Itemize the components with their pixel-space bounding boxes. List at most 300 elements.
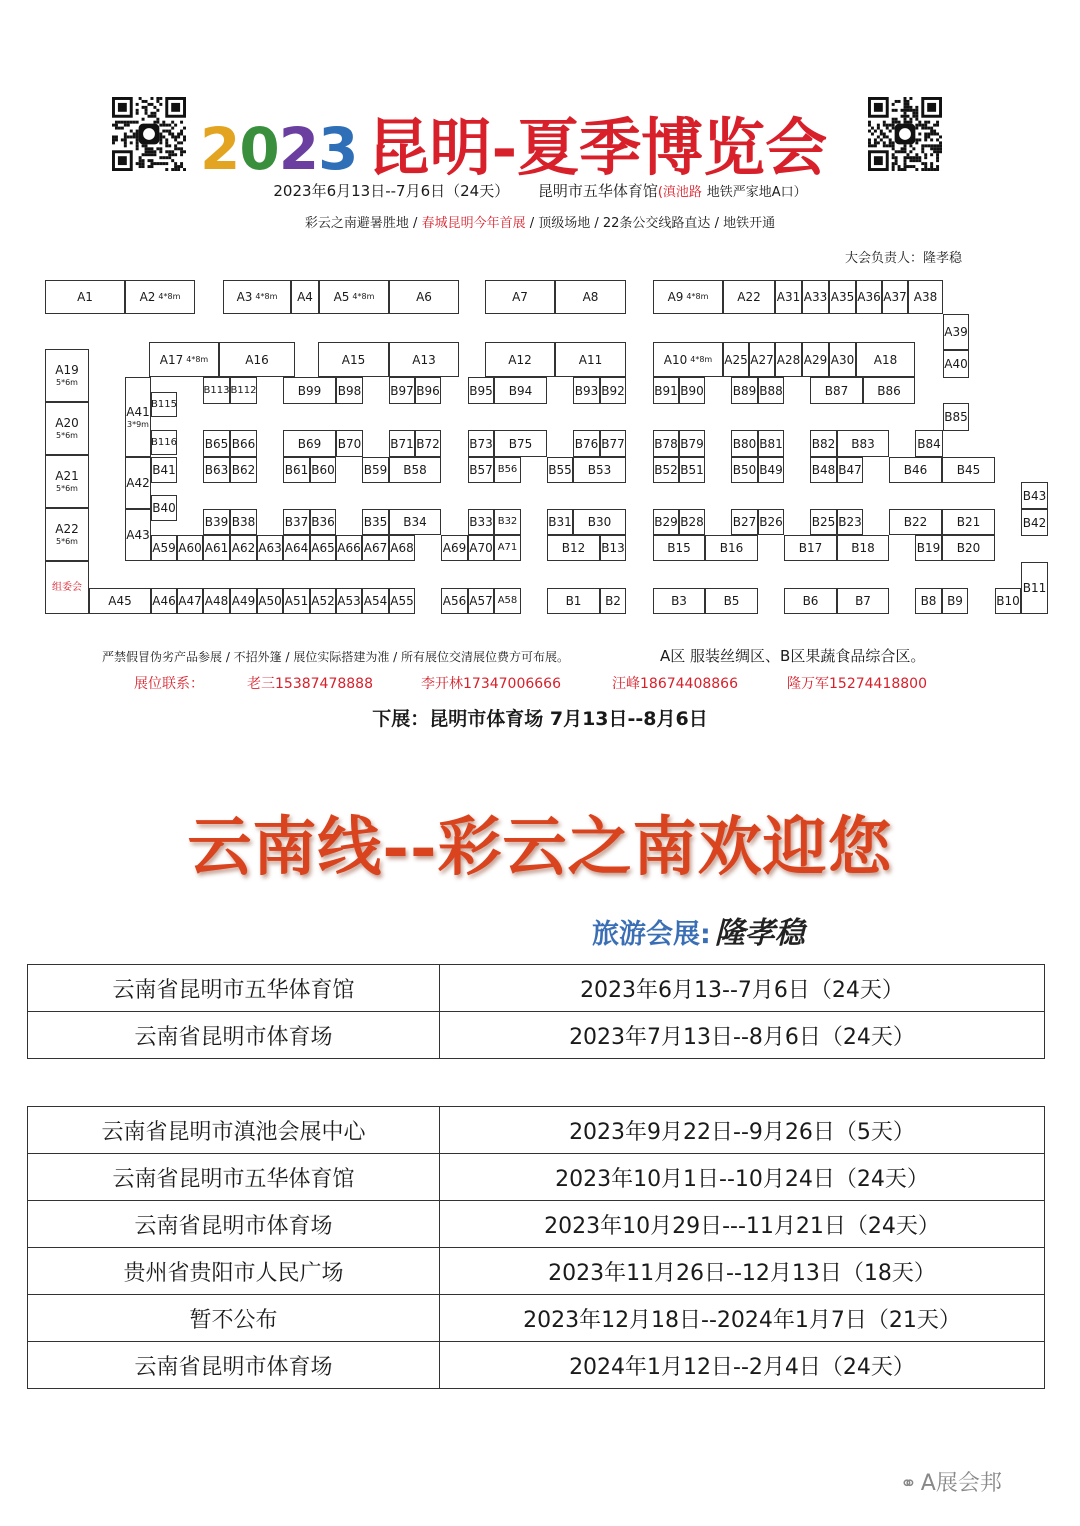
booth-a60	[177, 535, 203, 561]
booth-a62	[230, 535, 257, 561]
booth-label: A3	[236, 290, 253, 304]
booth-dimension: 4*8m	[690, 354, 713, 364]
booth-b10	[995, 588, 1021, 614]
booth-label: B43	[1022, 488, 1047, 503]
booth-label: A71	[497, 542, 518, 553]
wechat-icon: ⚭	[900, 1471, 917, 1495]
booth-label: B83	[851, 436, 875, 451]
booth-label: A30	[830, 352, 855, 367]
booth-a48	[203, 588, 230, 614]
booth-label: B87	[824, 383, 849, 398]
booth-b61	[283, 457, 310, 483]
booth-b46	[889, 457, 942, 483]
booth-label: A62	[231, 541, 256, 555]
watermark	[900, 1466, 1002, 1497]
booth-label: A53	[337, 594, 361, 608]
booth-label: B1	[565, 594, 582, 608]
booth-label: 组委会	[52, 581, 82, 593]
booth-label: A8	[582, 290, 599, 304]
table-row	[28, 1248, 1045, 1295]
table-row	[28, 1342, 1045, 1389]
booth-label: B81	[759, 436, 783, 451]
booth-label: B82	[811, 436, 836, 451]
booth-label: B95	[469, 383, 493, 398]
booth-label: B71	[390, 436, 414, 451]
booth-label: A61	[204, 541, 229, 555]
booth-b32	[494, 509, 521, 535]
expo-venue: 昆明市五华体育馆	[537, 182, 658, 200]
booth-b22	[889, 509, 942, 535]
zone-description: A区 服装丝绸区、B区果蔬食品综合区。	[660, 647, 926, 665]
location-cell: 云南省昆明市五华体育馆	[28, 965, 440, 1012]
booth-b13	[600, 535, 626, 561]
booth-label: B34	[403, 515, 427, 529]
booth-b93	[573, 377, 600, 404]
booth-label: A48	[204, 594, 229, 608]
booth-label: B29	[654, 515, 678, 529]
booth-label: A46	[152, 594, 176, 608]
booth-label: A22	[737, 290, 761, 304]
booth-b5	[705, 588, 758, 614]
booth-a67	[362, 535, 389, 561]
booth-a8	[555, 280, 626, 314]
booth-a38	[908, 280, 943, 314]
booth-a7	[485, 280, 555, 314]
booth-b35	[362, 509, 389, 535]
booth-b21	[942, 509, 995, 535]
booth-b8	[915, 588, 942, 614]
booth-label: B62	[231, 463, 256, 477]
booth-label: B47	[838, 463, 862, 477]
booth-label: B46	[903, 463, 928, 477]
booth-label: B13	[601, 541, 625, 555]
booth-label: B59	[363, 463, 388, 477]
booth-label: A20	[55, 416, 79, 430]
table-row	[28, 1012, 1045, 1059]
booth-label: A35	[830, 290, 855, 304]
booth-label: B92	[601, 383, 625, 398]
booth-b26	[758, 509, 784, 535]
location-cell: 云南省昆明市体育场	[28, 1201, 440, 1248]
booth-label: A29	[803, 352, 828, 367]
booth-label: A69	[442, 541, 467, 555]
booth-a45	[89, 588, 151, 614]
booth-label: B98	[337, 383, 362, 398]
booth-label: A27	[750, 352, 774, 367]
booth-b43	[1021, 482, 1048, 509]
booth-label: A25	[724, 352, 748, 367]
booth-label: A64	[284, 541, 309, 555]
booth-a20	[45, 402, 89, 455]
booth-b16	[705, 535, 758, 561]
booth-label: B77	[601, 436, 625, 451]
booth-dimension: 4*8m	[352, 292, 375, 301]
booth-label: A70	[469, 541, 493, 555]
booth-b37	[283, 509, 310, 535]
booth-label: B17	[798, 541, 823, 555]
booth-a6	[389, 280, 459, 314]
booth-label: A7	[512, 290, 528, 304]
booth-label: B88	[759, 383, 783, 398]
booth-a51	[283, 588, 310, 614]
schedule-table-1	[27, 964, 1045, 1059]
booth-dimension: 4*8m	[186, 354, 209, 364]
booth-a13	[389, 342, 459, 377]
booth-a10	[653, 342, 723, 377]
booth-a53	[336, 588, 362, 614]
booth-label: A51	[284, 594, 309, 608]
booth-label: A22	[55, 522, 79, 536]
booth-rules: 严禁假冒伪劣产品参展 / 不招外篷 / 展位实际搭建为准 / 所有展位交清展位费方可布展。	[102, 650, 570, 664]
booth-b50	[731, 457, 758, 483]
booth-label: B61	[284, 463, 309, 477]
booth-b45	[942, 457, 995, 483]
booth-label: B55	[548, 463, 572, 477]
booth-b71	[389, 430, 415, 457]
booth-a56	[441, 588, 468, 614]
dates-cell: 2023年7月13日--8月6日（24天）	[440, 1012, 1045, 1059]
booth-contacts	[0, 673, 1080, 693]
booth-a59	[151, 535, 177, 561]
booth-b96	[415, 377, 441, 404]
booth-label: B30	[587, 515, 612, 529]
booth-label: B51	[680, 463, 704, 477]
booth-b48	[810, 457, 837, 483]
booth-b79	[679, 430, 705, 457]
booth-b56	[494, 457, 521, 483]
schedule-table-2	[27, 1106, 1045, 1389]
booth-b82	[810, 430, 837, 457]
booth-a63	[257, 535, 283, 561]
booth-b39	[203, 509, 230, 535]
booth-a58	[494, 588, 521, 614]
booth-label: B36	[311, 515, 335, 529]
booth-b60	[310, 457, 336, 483]
booth-b2	[600, 588, 626, 614]
booth-label: A57	[469, 594, 493, 608]
booth-b98	[336, 377, 363, 404]
booth-label: B18	[851, 541, 875, 555]
booth-a12	[485, 342, 555, 377]
booth-a70	[468, 535, 494, 561]
booth-label: A28	[776, 352, 801, 367]
booth-label: B28	[680, 515, 704, 529]
booth-a68	[389, 535, 415, 561]
booth-label: B33	[469, 515, 493, 529]
booth-label: A39	[944, 325, 968, 339]
booth-a5	[319, 280, 389, 314]
booth-label: A67	[363, 541, 388, 555]
contact-label: 展位联系：	[134, 676, 204, 692]
booth-a30	[829, 342, 856, 377]
booth-label: A66	[337, 541, 361, 555]
booth-label: B91	[654, 383, 678, 398]
booth-a49	[230, 588, 257, 614]
booth-a27	[749, 342, 775, 377]
booth-a46	[151, 588, 177, 614]
booth-label: A12	[508, 352, 532, 367]
signature: 隆孝稳	[714, 916, 805, 951]
booth-b41	[151, 457, 177, 483]
dates-cell: 2023年10月1日--10月24日（24天）	[440, 1154, 1045, 1201]
booth-dimension: 4*8m	[686, 292, 709, 301]
booth-a9	[653, 280, 723, 314]
expo-dates: 2023年6月13日--7月6日（24天）	[273, 182, 510, 200]
watermark-text: A展会邦	[920, 1471, 1002, 1496]
booth-b73	[468, 430, 494, 457]
booth-b15	[653, 535, 705, 561]
booth-b84	[915, 430, 943, 457]
booth-label: B116	[151, 436, 177, 448]
booth-a61	[203, 535, 230, 561]
booth-label: B23	[838, 515, 862, 529]
booth-a33	[802, 280, 829, 314]
booth-label: B15	[667, 541, 691, 555]
dates-cell: 2024年1月12日--2月4日（24天）	[440, 1342, 1045, 1389]
booth-b34	[389, 509, 441, 535]
booth-label: B73	[469, 436, 493, 451]
tagline-highlight: 春城昆明今年首展	[421, 216, 526, 231]
dates-cell: 2023年9月22日--9月26日（5天）	[440, 1107, 1045, 1154]
booth-label: A18	[873, 352, 898, 367]
booth-label: B70	[337, 436, 362, 451]
year-digit: 0	[239, 115, 279, 183]
booth-label: B38	[231, 515, 256, 529]
booth-b81	[758, 430, 784, 457]
booth-label: A63	[258, 541, 282, 555]
booth-label: B3	[671, 594, 687, 608]
booth-label: A15	[341, 352, 366, 367]
booth-label: B19	[916, 541, 941, 555]
booth-label: A11	[578, 352, 603, 367]
booth-b38	[230, 509, 257, 535]
booth-a18	[856, 342, 915, 377]
booth-b27	[731, 509, 758, 535]
year-digit: 3	[318, 115, 358, 183]
booth-label: B45	[956, 463, 981, 477]
booth-b59	[362, 457, 389, 483]
booth-b52	[653, 457, 679, 483]
booth-b113	[203, 377, 230, 404]
booth-label: A36	[857, 290, 881, 304]
booth-b70	[336, 430, 363, 457]
booth-label: B8	[920, 594, 937, 608]
booth-label: B90	[680, 383, 704, 398]
booth-b112	[230, 377, 257, 404]
booth-b91	[653, 377, 679, 404]
booth-b57	[468, 457, 494, 483]
booth-b90	[679, 377, 705, 404]
booth-a65	[310, 535, 336, 561]
booth-a39	[943, 314, 969, 350]
booth-b33	[468, 509, 494, 535]
booth-label: A60	[178, 541, 202, 555]
booth-label: A58	[497, 595, 518, 606]
booth-label: B94	[508, 383, 533, 398]
location-cell: 云南省昆明市体育场	[28, 1342, 440, 1389]
dates-cell: 2023年10月29日---11月21日（24天）	[440, 1201, 1045, 1248]
booth-label: A9	[667, 290, 684, 304]
booth-label: B40	[152, 501, 176, 515]
booth-a16	[219, 342, 295, 377]
booth-label: B6	[802, 594, 819, 608]
booth-a54	[362, 588, 389, 614]
booth-label: A19	[55, 363, 79, 377]
table-row	[28, 1107, 1045, 1154]
booth-b28	[679, 509, 705, 535]
contact-item: 老三15387478888	[247, 676, 373, 692]
booth-dimension: 4*8m	[255, 292, 278, 301]
booth-label: A33	[803, 290, 828, 304]
booth-label: A21	[55, 469, 79, 483]
contact-item: 李开林17347006666	[421, 676, 561, 692]
booth-label: A13	[412, 352, 436, 367]
booth-label: A16	[245, 352, 269, 367]
table-row	[28, 965, 1045, 1012]
booth-label: B50	[732, 463, 757, 477]
booth-b7	[837, 588, 889, 614]
booth-a21	[45, 455, 89, 508]
booth-b65	[203, 430, 230, 457]
booth-label: A68	[390, 541, 414, 555]
booth-label: A17	[159, 352, 184, 367]
booth-label: B52	[654, 463, 678, 477]
booth-b1	[547, 588, 600, 614]
booth-label: A59	[152, 541, 176, 555]
booth-label: B76	[574, 436, 599, 451]
booth-b99	[283, 377, 336, 404]
booth-label: B89	[732, 383, 757, 398]
booth-b31	[547, 509, 573, 535]
booth-a43	[125, 509, 151, 561]
booth-label: B85	[944, 410, 968, 424]
booth-b94	[494, 377, 547, 404]
booth-a37	[882, 280, 908, 314]
booth-label: A31	[776, 290, 801, 304]
booth-label: A50	[258, 594, 282, 608]
booth-label: B41	[152, 463, 176, 477]
booth-label: A37	[883, 290, 907, 304]
booth-b18	[837, 535, 889, 561]
booth-a19	[45, 349, 89, 402]
booth-label: B66	[231, 436, 256, 451]
booth-label: B32	[497, 516, 518, 527]
table-row	[28, 1295, 1045, 1342]
booth-org	[45, 561, 89, 614]
dates-cell: 2023年6月13--7月6日（24天）	[440, 965, 1045, 1012]
expo-metro: 地铁严家地A口）	[706, 185, 807, 200]
location-cell: 贵州省贵阳市人民广场	[28, 1248, 440, 1295]
booth-label: B56	[497, 464, 518, 475]
booth-b30	[573, 509, 626, 535]
expo-manager: 大会负责人：隆孝稳	[845, 251, 963, 266]
booth-dimension: 5*6m	[56, 484, 78, 493]
booth-b85	[943, 403, 969, 431]
booth-b49	[758, 457, 784, 483]
booth-label: B20	[956, 541, 981, 555]
booth-label: B63	[204, 463, 229, 477]
booth-b11	[1021, 562, 1048, 614]
booth-label: B60	[311, 463, 335, 477]
booth-label: B115	[151, 398, 177, 410]
booth-label: B84	[917, 436, 941, 451]
welcome-banner: 云南线--彩云之南欢迎您	[187, 810, 893, 885]
contact-item: 隆万军15274418800	[787, 676, 927, 692]
booth-b87	[810, 377, 863, 404]
booth-b47	[837, 457, 863, 483]
booth-a35	[829, 280, 856, 314]
booth-a22t	[723, 280, 775, 314]
booth-b62	[230, 457, 257, 483]
booth-label: A43	[126, 528, 150, 542]
booth-b17	[784, 535, 837, 561]
booth-b75	[494, 430, 547, 457]
booth-a47	[177, 588, 203, 614]
booth-b58	[389, 457, 441, 483]
booth-b20	[942, 535, 995, 561]
booth-b25	[810, 509, 837, 535]
booth-label: B113	[203, 384, 230, 396]
booth-label: B26	[759, 515, 783, 529]
booth-b86	[863, 377, 915, 404]
floor-plan	[0, 0, 1080, 640]
booth-label: A4	[297, 290, 313, 304]
booth-label: B53	[587, 463, 612, 477]
booth-dimension: 5*6m	[56, 431, 78, 440]
booth-label: B2	[605, 594, 621, 608]
booth-a31	[775, 280, 802, 314]
booth-b12	[547, 535, 600, 561]
booth-label: B27	[732, 515, 757, 529]
dates-cell: 2023年12月18日--2024年1月7日（21天）	[440, 1295, 1045, 1342]
booth-label: B31	[548, 515, 572, 529]
booth-b72	[415, 430, 441, 457]
booth-label: B9	[947, 594, 963, 608]
location-cell: 暂不公布	[28, 1295, 440, 1342]
booth-label: B58	[403, 463, 427, 477]
booth-label: B16	[719, 541, 744, 555]
booth-label: A10	[663, 352, 688, 367]
booth-label: A38	[913, 290, 938, 304]
booth-label: B97	[390, 383, 414, 398]
booth-label: A42	[126, 476, 150, 490]
booth-b63	[203, 457, 230, 483]
booth-label: B37	[284, 515, 309, 529]
booth-dimension: 5*6m	[56, 378, 78, 387]
booth-label: A41	[126, 404, 150, 419]
tour-label: 旅游会展:	[592, 919, 711, 950]
booth-label: B86	[877, 383, 901, 398]
booth-label: A5	[333, 290, 350, 304]
booth-label: B21	[956, 515, 981, 529]
booth-b55	[547, 457, 573, 483]
table-row	[28, 1201, 1045, 1248]
booth-b115	[151, 392, 177, 417]
booth-label: B96	[416, 383, 440, 398]
booth-b89	[731, 377, 758, 404]
booth-label: B99	[297, 383, 322, 398]
booth-b78	[653, 430, 679, 457]
location-cell: 云南省昆明市滇池会展中心	[28, 1107, 440, 1154]
booth-label: B42	[1022, 515, 1047, 530]
booth-a22	[45, 508, 89, 561]
booth-a40	[943, 350, 969, 378]
booth-label: B65	[204, 436, 229, 451]
location-cell: 云南省昆明市体育场	[28, 1012, 440, 1059]
booth-a2	[125, 280, 195, 314]
booth-b92	[600, 377, 626, 404]
booth-a25	[723, 342, 749, 377]
